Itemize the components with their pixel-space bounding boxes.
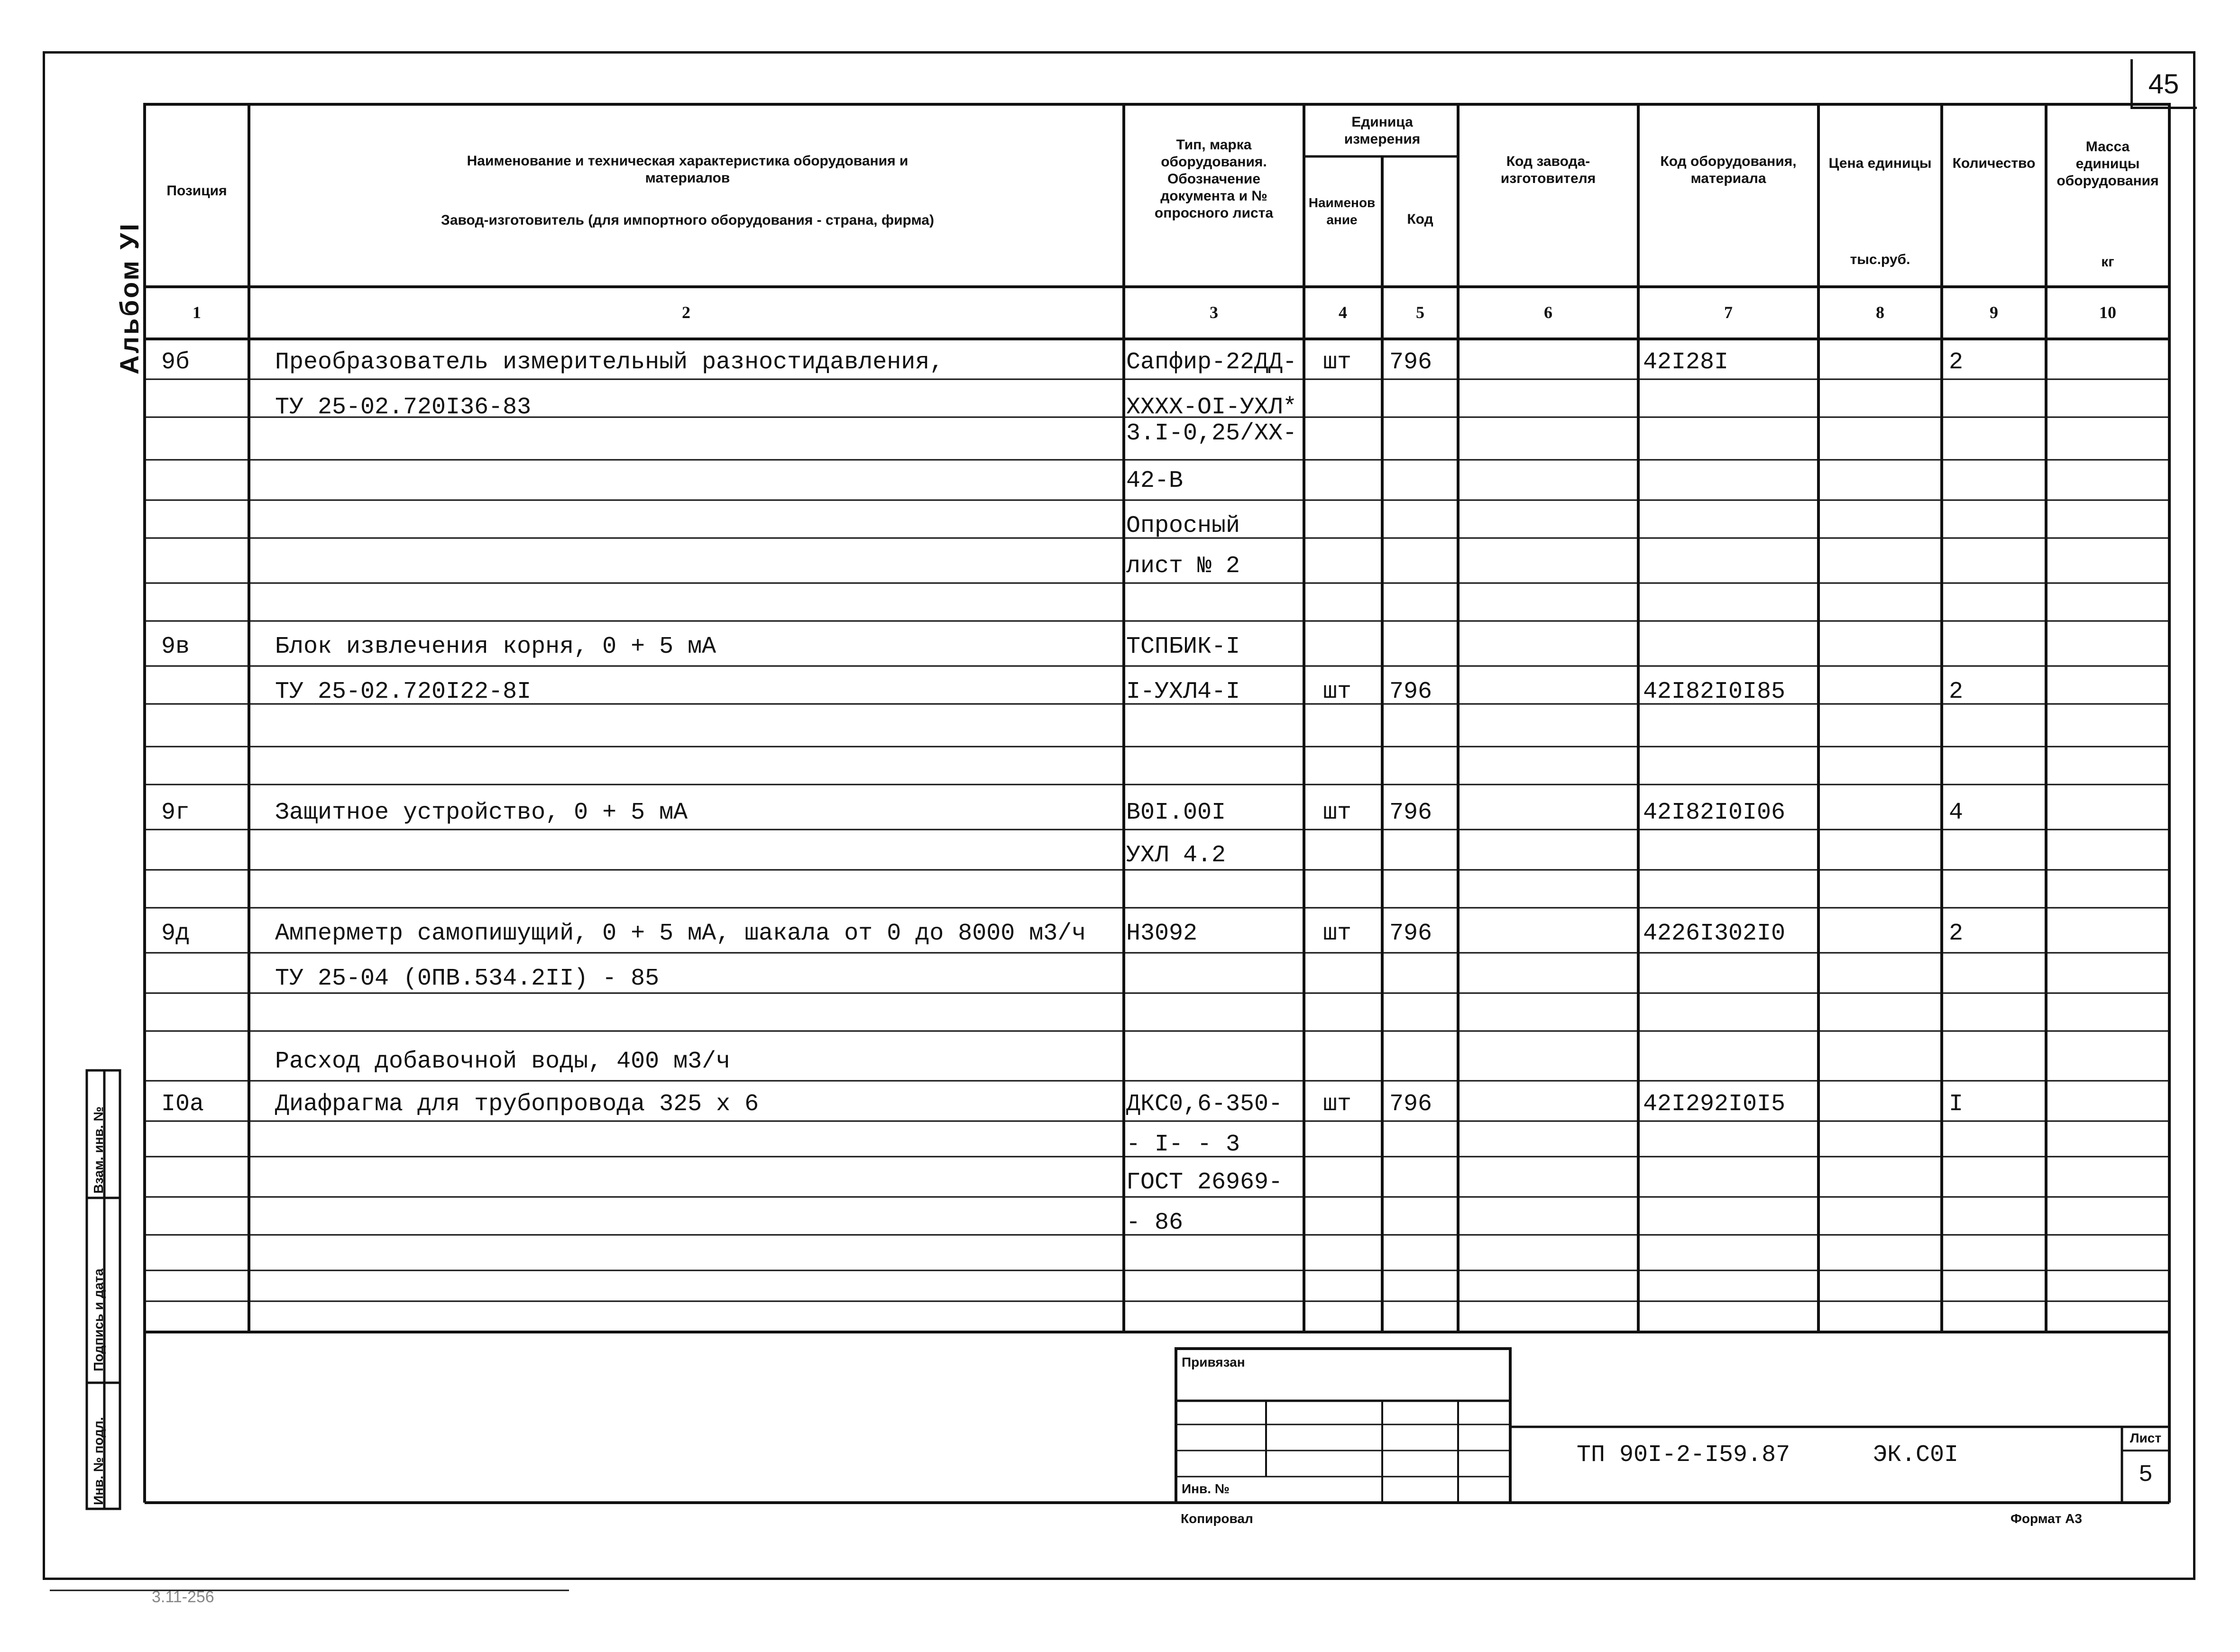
stamp-section: ЭК.С0I (1873, 1442, 1959, 1469)
header-unit-code: Код (1407, 211, 1433, 227)
cell-type: УХЛ 4.2 (1126, 842, 1226, 869)
cell-code: 796 (1389, 678, 1432, 705)
header-unit-group: Единица измерения (1344, 114, 1421, 147)
cell-pos: 9г (161, 799, 190, 826)
cell-eq-code: 42I28I (1643, 349, 1729, 376)
cell-name: Преобразователь измерительный разностидавления, (275, 349, 944, 376)
cell-eq-code: 42I292I0I5 (1643, 1091, 1786, 1118)
cell-type: Сапфир-22ДД- (1126, 349, 1297, 376)
column-number: 4 (1339, 303, 1347, 322)
cell-code: 796 (1389, 349, 1432, 376)
cell-name: Расход добавочной воды, 400 м3/ч (275, 1048, 731, 1075)
cell-type: Опросный (1126, 512, 1240, 539)
cell-type: - I- - 3 (1126, 1131, 1240, 1158)
cell-type: - 86 (1126, 1209, 1184, 1236)
header-position: Позиция (166, 183, 227, 199)
column-number: 5 (1416, 303, 1424, 322)
header-factory-code: Код завода-изготовителя (1500, 154, 1596, 186)
side-label-signature: Подпись и дата (91, 1269, 106, 1371)
cell-type: В0I.00I (1126, 799, 1226, 826)
column-number: 1 (193, 303, 201, 322)
column-number: 7 (1724, 303, 1733, 322)
cell-name: ТУ 25-02.720I36-83 (275, 394, 532, 421)
cell-unit: шт (1323, 678, 1352, 705)
header-price: Цена единицы (1828, 155, 1932, 171)
cell-code: 796 (1389, 920, 1432, 947)
header-equipment-code: Код оборудования, материала (1660, 154, 1797, 186)
cell-type: XXXX-OI-УХЛ* (1126, 394, 1297, 421)
cell-pos: I0а (161, 1091, 204, 1118)
cell-name: ТУ 25-02.720I22-8I (275, 678, 532, 705)
cell-code: 796 (1389, 1091, 1432, 1118)
cell-unit: шт (1323, 799, 1352, 826)
cell-unit: шт (1323, 349, 1352, 376)
cell-type: ГОСТ 26969- (1126, 1169, 1283, 1196)
cell-eq-code: 4226I302I0 (1643, 920, 1786, 947)
cell-name: ТУ 25-04 (0ПВ.534.2II) - 85 (275, 965, 660, 992)
cell-name: Защитное устройство, 0 + 5 мА (275, 799, 688, 826)
cell-unit: шт (1323, 1091, 1352, 1118)
header-unit-name: Наименование (1308, 195, 1376, 227)
cell-qty: 2 (1949, 349, 1964, 376)
album-label: Альбом УI (114, 222, 144, 374)
cell-eq-code: 42I82I0I85 (1643, 678, 1786, 705)
header-mass: Масса единицы оборудования (2056, 139, 2159, 189)
stamp-designation: ТП 90I-2-I59.87 (1577, 1442, 1790, 1469)
footer-mark: 3.11-256 (152, 1588, 214, 1606)
column-number: 3 (1210, 303, 1218, 322)
header-name: Наименование и техническая характеристика оборудования и материалов (467, 153, 909, 186)
stamp-privyazan: Привязан (1182, 1355, 1245, 1369)
column-number: 9 (1990, 303, 1998, 322)
cell-qty: 4 (1949, 799, 1964, 826)
stamp-copied: Копировал (1181, 1511, 1253, 1526)
cell-code: 796 (1389, 799, 1432, 826)
cell-type: Н3092 (1126, 920, 1198, 947)
column-number: 8 (1876, 303, 1884, 322)
cell-type: лист № 2 (1126, 553, 1240, 580)
stamp-format: Формат А3 (2010, 1511, 2082, 1526)
cell-unit: шт (1323, 920, 1352, 947)
cell-type: 3.I-0,25/XX- (1126, 420, 1297, 447)
side-label-inv-podl: Инв. № подл. (91, 1417, 106, 1505)
stamp-sheet-label: Лист (2130, 1431, 2162, 1445)
page-number: 45 (2148, 69, 2179, 100)
side-label-inv-vzam: Взам. инв. № (91, 1106, 106, 1194)
cell-type: I-УХЛ4-I (1126, 678, 1240, 705)
cell-qty: 2 (1949, 920, 1964, 947)
cell-eq-code: 42I82I0I06 (1643, 799, 1786, 826)
cell-pos: 9д (161, 920, 190, 947)
column-number: 10 (2099, 303, 2116, 322)
column-number: 6 (1544, 303, 1552, 322)
cell-pos: 9б (161, 349, 190, 376)
cell-name: Амперметр самопишущий, 0 + 5 мА, шакала от 0 до 8000 м3/ч (275, 920, 1086, 947)
header-price-unit: тыс.руб. (1850, 252, 1910, 267)
cell-qty: 2 (1949, 678, 1964, 705)
column-number: 2 (682, 303, 690, 322)
cell-type: 42-В (1126, 467, 1184, 494)
header-quantity: Количество (1952, 155, 2036, 171)
stamp-inv: Инв. № (1182, 1481, 1230, 1496)
cell-type: ДКС0,6-350- (1126, 1091, 1283, 1118)
stamp-sheet: 5 (2138, 1461, 2153, 1488)
header-mass-unit: кг (2101, 254, 2114, 270)
header-manufacturer: Завод-изготовитель (для импортного оборудования - страна, фирма) (441, 212, 934, 228)
cell-type: ТСПБИК-I (1126, 633, 1240, 660)
cell-qty: I (1949, 1091, 1964, 1118)
cell-name: Блок извлечения корня, 0 + 5 мА (275, 633, 716, 660)
header-type: Тип, марка оборудования. Обозначение документа и № опросного листа (1154, 137, 1274, 221)
cell-pos: 9в (161, 633, 190, 660)
cell-name: Диафрагма для трубопровода 325 х 6 (275, 1091, 759, 1118)
